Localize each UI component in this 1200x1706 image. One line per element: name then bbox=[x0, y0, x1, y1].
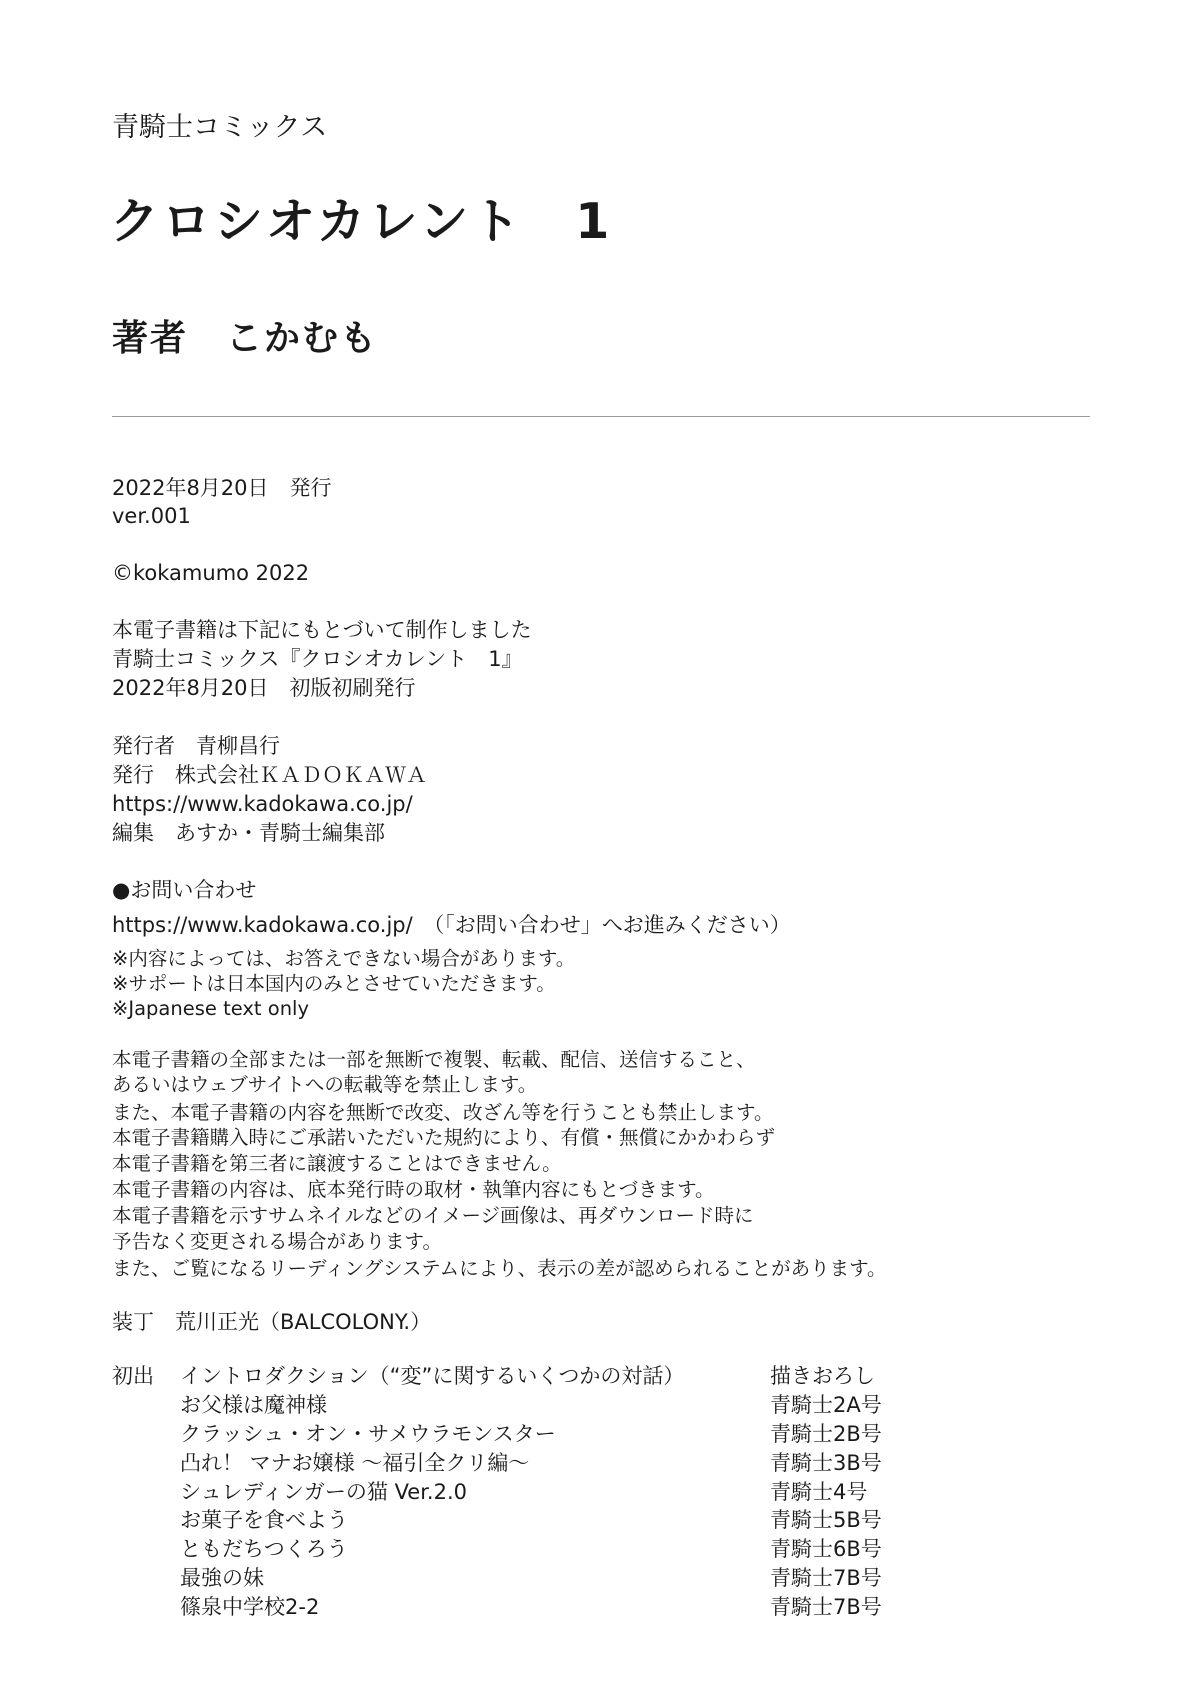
first-pub-title: シュレディンガーの猫 Ver.2.0 bbox=[180, 1480, 468, 1504]
copyright: ©kokamumo 2022 bbox=[112, 561, 310, 585]
first-pub-source: 青騎士4号 bbox=[770, 1480, 868, 1504]
first-pub-title: お父様は魔神様 bbox=[180, 1393, 327, 1417]
first-pub-source: 青騎士6B号 bbox=[770, 1537, 882, 1561]
publisher-url[interactable]: https://www.kadokawa.co.jp/ bbox=[112, 792, 413, 816]
legal-line: 予告なく変更される場合があります。 bbox=[112, 1230, 442, 1253]
legal-line: あるいはウェブサイトへの転載等を禁止します。 bbox=[112, 1073, 538, 1096]
series-name: 青騎士コミックス bbox=[112, 112, 328, 143]
basis-line: 2022年8月20日 初版初刷発行 bbox=[112, 676, 416, 700]
legal-line: 本電子書籍を示すサムネイルなどのイメージ画像は、再ダウンロード時に bbox=[112, 1204, 754, 1227]
issuer: 発行者 青柳昌行 bbox=[112, 734, 280, 758]
first-pub-title: クラッシュ・オン・サメウラモンスター bbox=[180, 1422, 556, 1446]
basis-line: 本電子書籍は下記にもとづいて制作しました bbox=[112, 618, 532, 642]
first-pub-source: 青騎士7B号 bbox=[770, 1595, 882, 1619]
legal-line: また、本電子書籍の内容を無断で改変、改ざん等を行うことも禁止します。 bbox=[112, 1101, 774, 1124]
editor: 編集 あすか・青騎士編集部 bbox=[112, 821, 385, 845]
book-title: クロシオカレント 1 bbox=[110, 193, 613, 250]
inquiry-heading: ●お問い合わせ bbox=[112, 878, 257, 902]
legal-line: 本電子書籍の内容は、底本発行時の取材・執筆内容にもとづきます。 bbox=[112, 1178, 715, 1201]
first-pub-title: 篠泉中学校2-2 bbox=[180, 1595, 320, 1619]
first-pub-source: 青騎士2A号 bbox=[770, 1393, 882, 1417]
first-pub-title: お菓子を食べよう bbox=[180, 1508, 348, 1532]
first-pub-title: 最強の妹 bbox=[180, 1566, 264, 1590]
first-publication-label: 初出 bbox=[112, 1364, 154, 1388]
legal-line: 本電子書籍を第三者に譲渡することはできません。 bbox=[112, 1152, 562, 1175]
first-pub-title: ともだちつくろう bbox=[180, 1537, 348, 1561]
first-pub-source: 描きおろし bbox=[770, 1364, 875, 1388]
inquiry-url[interactable]: https://www.kadokawa.co.jp/ （「お問い合わせ」へお進みください） bbox=[112, 913, 791, 937]
design-credit: 装丁 荒川正光（BALCOLONY.） bbox=[112, 1310, 432, 1334]
divider bbox=[112, 416, 1090, 417]
inquiry-note: ※Japanese text only bbox=[112, 997, 310, 1020]
first-pub-source: 青騎士2B号 bbox=[770, 1422, 882, 1446]
inquiry-note: ※サポートは日本国内のみとさせていただきます。 bbox=[112, 972, 556, 995]
basis-line: 青騎士コミックス『クロシオカレント 1』 bbox=[112, 647, 523, 671]
legal-line: また、ご覧になるリーディングシステムにより、表示の差が認められることがあります。 bbox=[112, 1257, 887, 1280]
inquiry-note: ※内容によっては、お答えできない場合があります。 bbox=[112, 947, 576, 970]
first-pub-title: 凸れ！ マナお嬢様 ～福引全クリ編～ bbox=[180, 1451, 530, 1475]
publisher-company: 発行 株式会社ＫＡＤＯＫＡＷＡ bbox=[112, 763, 427, 787]
legal-line: 本電子書籍購入時にご承諾いただいた規約により、有償・無償にかかわらず bbox=[112, 1126, 776, 1149]
version: ver.001 bbox=[112, 504, 191, 528]
author-line: 著者 こかむも bbox=[112, 318, 379, 359]
first-pub-source: 青騎士3B号 bbox=[770, 1451, 882, 1475]
legal-line: 本電子書籍の全部または一部を無断で複製、転載、配信、送信すること、 bbox=[112, 1048, 756, 1071]
first-pub-source: 青騎士5B号 bbox=[770, 1508, 882, 1532]
first-pub-source: 青騎士7B号 bbox=[770, 1566, 882, 1590]
first-pub-title: イントロダクション（“変”に関するいくつかの対話） bbox=[180, 1364, 685, 1388]
publication-date: 2022年8月20日 発行 bbox=[112, 476, 332, 500]
